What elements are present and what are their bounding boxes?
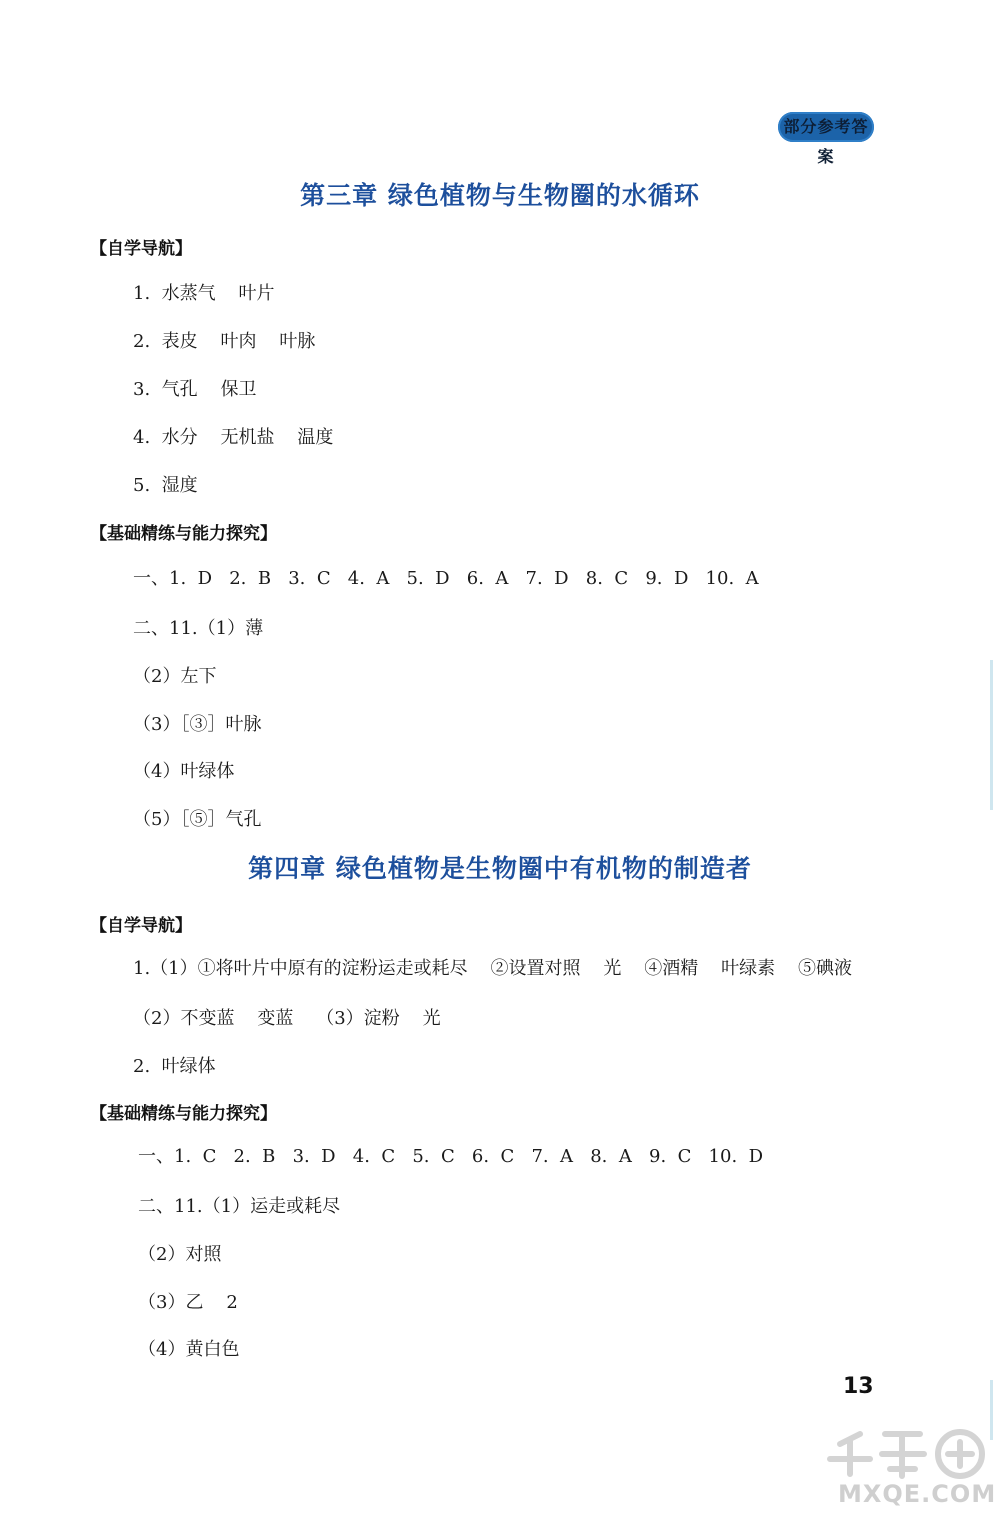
page-number: 13 [843, 1374, 874, 1399]
ch3-practice-item: 二、11.（1）薄 [133, 618, 264, 639]
ch3-practice-item: （3）［③］叶脉 [133, 714, 262, 735]
ch4-self-study-item: （2）不变蓝 变蓝 （3）淀粉 光 [133, 1008, 441, 1029]
answer-key-badge: 部分参考答案 [778, 112, 874, 142]
ch4-practice-heading: 【基础精练与能力探究】 [90, 1104, 277, 1124]
ch3-practice-item: 一、1. D 2. B 3. C 4. A 5. D 6. A 7. D 8. C 9. D 10. A [133, 568, 759, 589]
chapter-4-title: 第四章 绿色植物是生物圈中有机物的制造者 [248, 854, 752, 883]
ch3-self-study-item: 2. 表皮 叶肉 叶脉 [133, 331, 316, 352]
ch3-self-study-item: 1. 水蒸气 叶片 [133, 283, 275, 304]
ch3-practice-heading: 【基础精练与能力探究】 [90, 524, 277, 544]
chapter-3-title: 第三章 绿色植物与生物圈的水循环 [300, 181, 700, 210]
ch4-practice-item: 二、11.（1）运走或耗尽 [138, 1196, 341, 1217]
ch3-practice-item: （2）左下 [133, 666, 217, 687]
ch4-self-study-item: 1.（1）①将叶片中原有的淀粉运走或耗尽 ②设置对照 光 ④酒精 叶绿素 ⑤碘液 [133, 958, 853, 979]
ch3-practice-item: （4）叶绿体 [133, 761, 235, 782]
ch4-practice-item: （2）对照 [138, 1244, 222, 1265]
ch4-practice-item: （3）乙 2 [138, 1292, 238, 1313]
ch3-practice-item: （5）［⑤］气孔 [133, 809, 262, 830]
ch4-practice-item: （4）黄白色 [138, 1339, 240, 1360]
edge-mark [990, 660, 993, 810]
ch3-self-study-item: 4. 水分 无机盐 温度 [133, 427, 334, 448]
ch3-self-study-item: 3. 气孔 保卫 [133, 379, 257, 400]
ch3-self-study-heading: 【自学导航】 [90, 239, 192, 259]
watermark-text: MXQE.COM [838, 1480, 997, 1508]
ch3-self-study-item: 5. 湿度 [133, 475, 198, 496]
ch4-practice-item: 一、1. C 2. B 3. D 4. C 5. C 6. C 7. A 8. A 9. C 10. D [138, 1146, 764, 1167]
ch4-self-study-heading: 【自学导航】 [90, 916, 192, 936]
ch4-self-study-item: 2. 叶绿体 [133, 1056, 216, 1077]
